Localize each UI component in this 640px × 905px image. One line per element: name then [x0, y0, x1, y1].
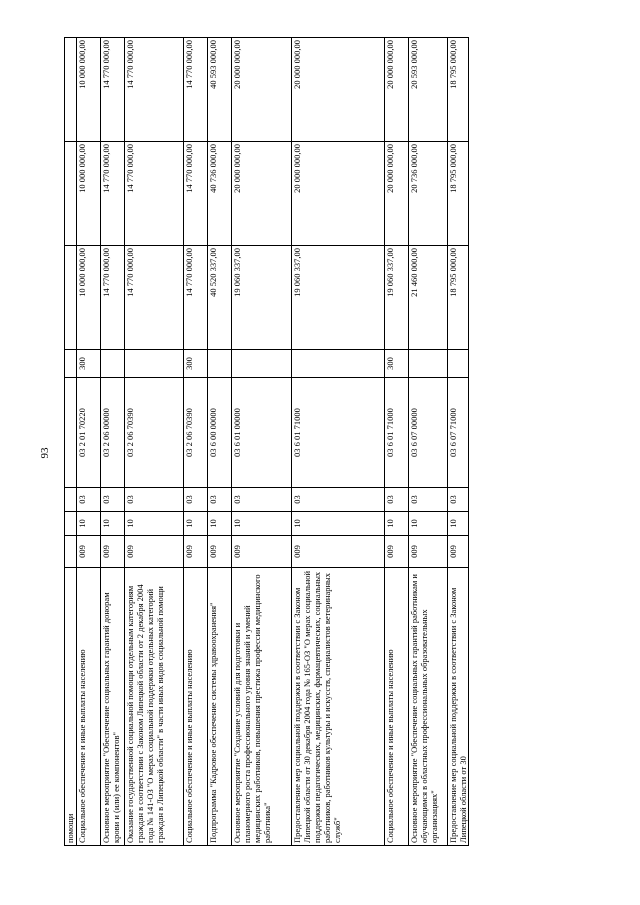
row-amount-2: 20 000 000,00 — [232, 142, 292, 246]
row-ved-code: 009 — [232, 536, 292, 568]
row-ved-code: 009 — [77, 536, 101, 568]
row-expense-type — [101, 350, 125, 378]
row-amount-1: 18 795 000,00 — [448, 246, 469, 350]
table-row — [101, 38, 125, 846]
row-name: Предоставление мер социальной поддержки в соответствии с Законом Липецкой области от 30 — [448, 568, 469, 846]
row-amount-2: 14 770 000,00 — [101, 142, 125, 246]
row-ved-code: 009 — [292, 536, 385, 568]
row-subsection-code: 03 — [125, 488, 184, 512]
row-amount-3: 14 770 000,00 — [125, 38, 184, 142]
row-amount-1: 14 770 000,00 — [125, 246, 184, 350]
row-amount-2: 20 736 000,00 — [409, 142, 448, 246]
row-amount-1: 10 000 000,00 — [77, 246, 101, 350]
row-amount-3: 14 770 000,00 — [184, 38, 208, 142]
row-expense-type: 300 — [184, 350, 208, 378]
row-section-code: 10 — [184, 512, 208, 536]
row-expense-type — [208, 350, 232, 378]
row-subsection-code: 03 — [409, 488, 448, 512]
row-expense-type: 300 — [385, 350, 409, 378]
row-ved-code: 009 — [385, 536, 409, 568]
row-target-article: 03 2 06 70390 — [184, 378, 208, 488]
row-target-article: 03 6 07 71000 — [448, 378, 469, 488]
budget-table — [64, 37, 469, 846]
row-amount-2: 14 770 000,00 — [184, 142, 208, 246]
row-expense-type — [409, 350, 448, 378]
row-ved-code: 009 — [409, 536, 448, 568]
row-section-code: 10 — [448, 512, 469, 536]
row-amount-2 — [65, 142, 77, 246]
row-ved-code: 009 — [448, 536, 469, 568]
row-subsection-code: 03 — [77, 488, 101, 512]
row-amount-2: 40 736 000,00 — [208, 142, 232, 246]
table-row — [232, 38, 292, 846]
row-amount-3: 10 000 000,00 — [77, 38, 101, 142]
row-name: Основное мероприятие "Создание условий для подготовки и планомерного роста профессионального уровня знаний и умений медицинских работников, повышения престижа профессии медицинского работника" — [232, 568, 292, 846]
row-target-article: 03 6 01 71000 — [385, 378, 409, 488]
row-subsection-code: 03 — [232, 488, 292, 512]
row-target-article: 03 2 01 70220 — [77, 378, 101, 488]
row-name: Подпрограмма "Кадровое обеспечение системы здравоохранения" — [208, 568, 232, 846]
row-amount-2: 10 000 000,00 — [77, 142, 101, 246]
table-row — [208, 38, 232, 846]
row-expense-type: 300 — [77, 350, 101, 378]
row-expense-type — [232, 350, 292, 378]
row-ved-code: 009 — [208, 536, 232, 568]
row-amount-1: 19 060 337,00 — [232, 246, 292, 350]
row-name: Основное мероприятие "Обеспечение социальных гарантий донорам крови и (или) ее компонентов" — [101, 568, 125, 846]
table-row — [184, 38, 208, 846]
row-amount-1 — [65, 246, 77, 350]
page-number: 93 — [39, 447, 51, 459]
row-section-code: 10 — [208, 512, 232, 536]
table-row — [448, 38, 469, 846]
table-row — [409, 38, 448, 846]
row-amount-2: 20 000 000,00 — [385, 142, 409, 246]
row-ved-code: 009 — [184, 536, 208, 568]
row-amount-3 — [65, 38, 77, 142]
row-section-code: 10 — [101, 512, 125, 536]
row-name: Оказание государственной социальной помощи отдельным категориям граждан в соответствии с Законом Липецкой области от 2 декабря 2004 года № 141-ОЗ "О мерах социальной поддержки отдельных категорий граждан в Липецкой области" в части иных видов социальной помощи — [125, 568, 184, 846]
row-ved-code — [65, 536, 77, 568]
row-expense-type — [125, 350, 184, 378]
row-target-article — [65, 378, 77, 488]
row-amount-3: 20 000 000,00 — [232, 38, 292, 142]
row-amount-3: 20 000 000,00 — [292, 38, 385, 142]
row-name: Социальное обеспечение и иные выплаты населению — [77, 568, 101, 846]
table-row — [385, 38, 409, 846]
row-target-article: 03 2 06 00000 — [101, 378, 125, 488]
row-expense-type — [292, 350, 385, 378]
row-amount-1: 14 770 000,00 — [101, 246, 125, 350]
row-amount-3: 18 795 000,00 — [448, 38, 469, 142]
row-amount-2: 20 000 000,00 — [292, 142, 385, 246]
row-subsection-code: 03 — [184, 488, 208, 512]
row-amount-3: 14 770 000,00 — [101, 38, 125, 142]
row-name: Основное мероприятие "Обеспечение социальных гарантий работникам и обучающимся в областных профессиональных образовательных организациях" — [409, 568, 448, 846]
table-row — [292, 38, 385, 846]
row-target-article: 03 6 01 00000 — [232, 378, 292, 488]
row-subsection-code: 03 — [208, 488, 232, 512]
table-row — [65, 38, 77, 846]
row-section-code: 10 — [292, 512, 385, 536]
row-amount-1: 19 060 337,00 — [385, 246, 409, 350]
row-target-article: 03 6 01 71000 — [292, 378, 385, 488]
row-amount-3: 20 000 000,00 — [385, 38, 409, 142]
row-ved-code: 009 — [101, 536, 125, 568]
row-expense-type — [65, 350, 77, 378]
row-amount-3: 20 593 000,00 — [409, 38, 448, 142]
row-section-code — [65, 512, 77, 536]
row-section-code: 10 — [385, 512, 409, 536]
row-subsection-code — [65, 488, 77, 512]
row-target-article: 03 6 00 00000 — [208, 378, 232, 488]
row-target-article: 03 2 06 70390 — [125, 378, 184, 488]
row-amount-1: 14 770 000,00 — [184, 246, 208, 350]
table-row — [125, 38, 184, 846]
row-name: Социальное обеспечение и иные выплаты населению — [184, 568, 208, 846]
row-amount-2: 14 770 000,00 — [125, 142, 184, 246]
row-section-code: 10 — [125, 512, 184, 536]
table-row — [77, 38, 101, 846]
row-section-code: 10 — [77, 512, 101, 536]
row-subsection-code: 03 — [292, 488, 385, 512]
row-expense-type — [448, 350, 469, 378]
row-amount-1: 40 520 337,00 — [208, 246, 232, 350]
row-section-code: 10 — [409, 512, 448, 536]
row-subsection-code: 03 — [385, 488, 409, 512]
row-name: Социальное обеспечение и иные выплаты населению — [385, 568, 409, 846]
row-amount-2: 18 795 000,00 — [448, 142, 469, 246]
row-section-code: 10 — [232, 512, 292, 536]
row-amount-3: 40 593 000,00 — [208, 38, 232, 142]
row-name: помощи — [65, 568, 77, 846]
row-amount-1: 21 460 000,00 — [409, 246, 448, 350]
row-amount-1: 19 060 337,00 — [292, 246, 385, 350]
row-subsection-code: 03 — [448, 488, 469, 512]
row-target-article: 03 6 07 00000 — [409, 378, 448, 488]
row-subsection-code: 03 — [101, 488, 125, 512]
budget-table-container — [64, 38, 466, 846]
row-name: Предоставление мер социальной поддержки в соответствии с Законом Липецкой области от 30 декабря 2004 года № 165-ОЗ "О мерах социальной поддержки педагогических, медицинских, фармацевтических, социальных работников, работников культуры и искусств, специалистов ветеринарных служб" — [292, 568, 385, 846]
row-ved-code: 009 — [125, 536, 184, 568]
